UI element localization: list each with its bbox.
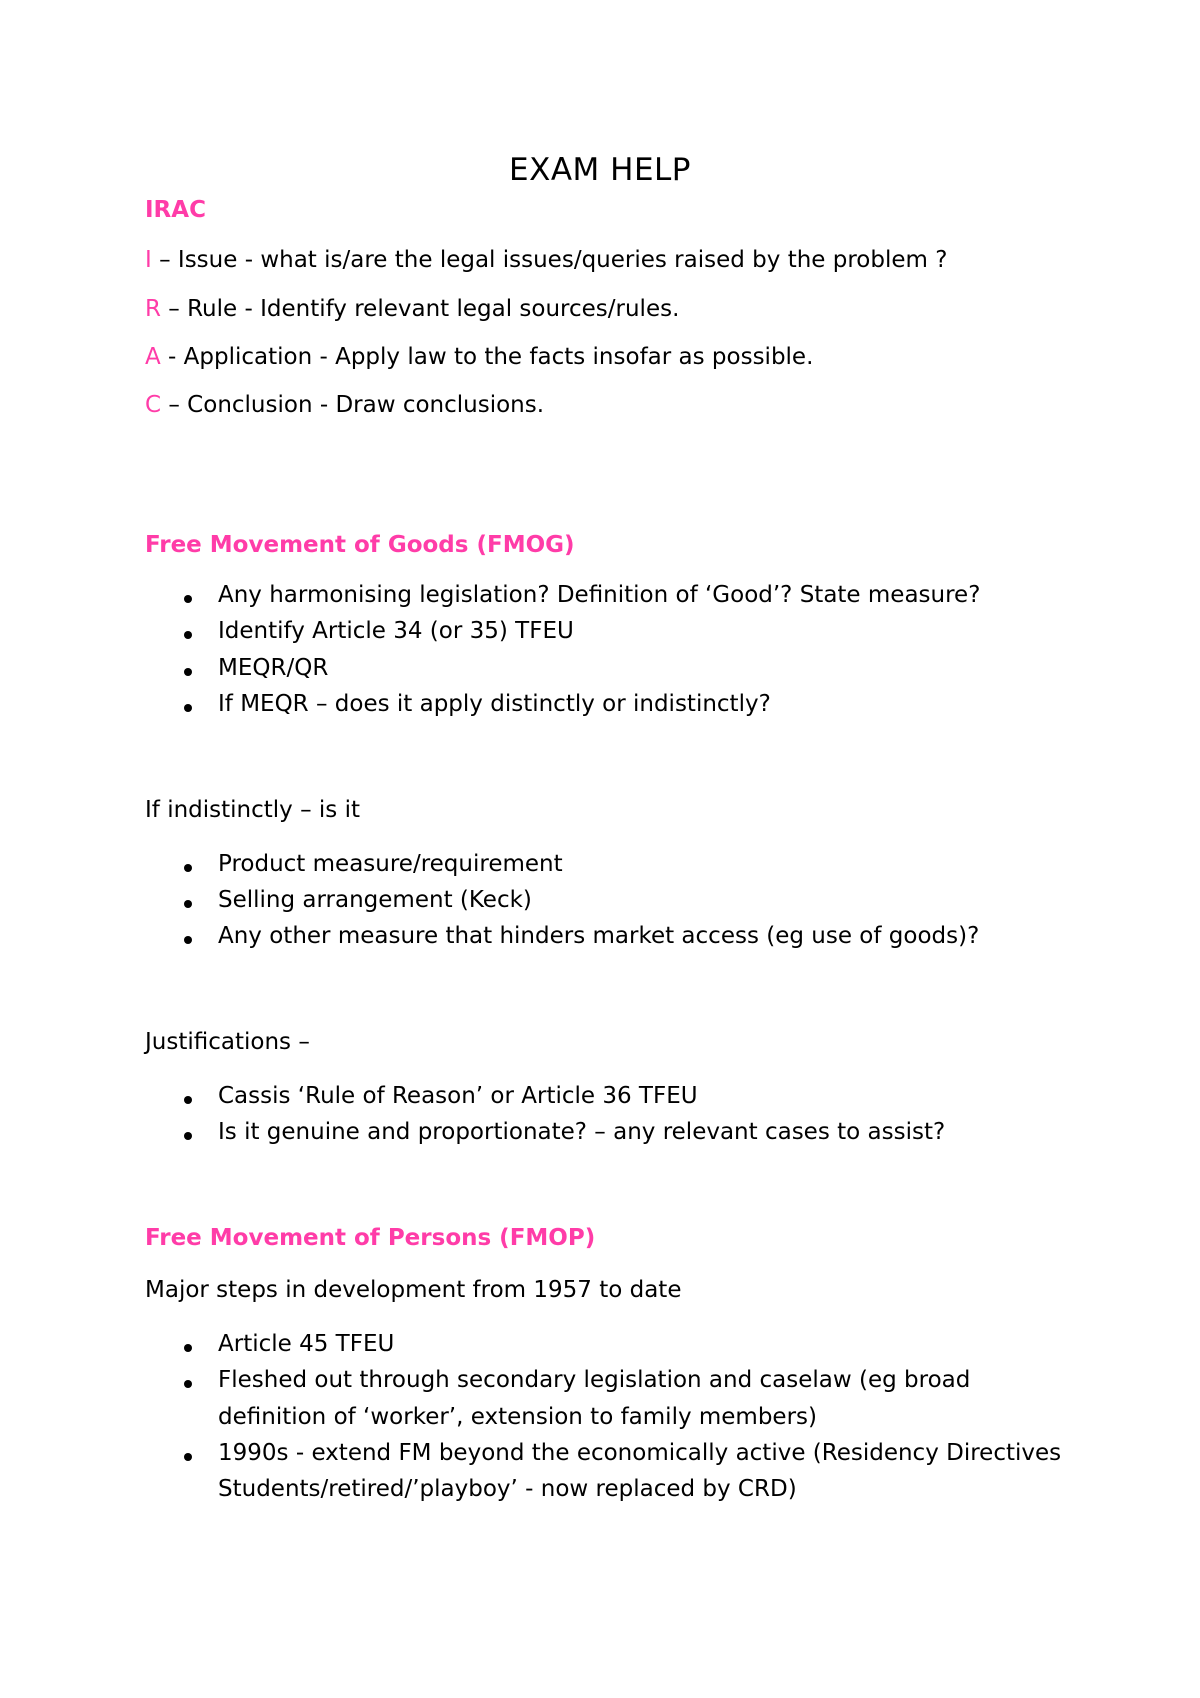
list-item (218, 1440, 1061, 1466)
irac-letter: R (145, 296, 161, 322)
list-item-text: Students/retired/’playboy’ - now replaced by CRD) (218, 1476, 797, 1502)
irac-text: – Conclusion - Draw conclusions. (161, 392, 545, 418)
bullet-icon (184, 1344, 192, 1352)
fmop-intro: Major steps in development from 1957 to date (145, 1277, 682, 1303)
list-item-text: Cassis ‘Rule of Reason’ or Article 36 TFEU (218, 1083, 698, 1109)
fmog-heading: Free Movement of Goods (FMOG) (145, 532, 575, 558)
bullet-icon (184, 1132, 192, 1140)
list-item (218, 691, 771, 717)
justifications-intro: Justifications – (145, 1029, 310, 1055)
fmop-heading: Free Movement of Persons (FMOP) (145, 1225, 596, 1251)
list-item-text: Product measure/requirement (218, 851, 563, 877)
list-item (218, 618, 574, 644)
list-item-text: Any harmonising legislation? Definition of ‘Good’? State measure? (218, 582, 981, 608)
list-item (218, 1367, 970, 1393)
list-item (218, 1119, 945, 1145)
list-item-text: Fleshed out through secondary legislation and caselaw (eg broad (218, 1367, 971, 1393)
list-item (218, 1331, 394, 1357)
list-item-continuation (218, 1404, 817, 1430)
irac-text: - Application - Apply law to the facts insofar as possible. (160, 344, 814, 370)
bullet-icon (184, 704, 192, 712)
bullet-icon (184, 631, 192, 639)
list-item-text: 1990s - extend FM beyond the economically active (Residency Directives (218, 1440, 1062, 1466)
list-item-continuation (218, 1476, 797, 1502)
list-item (218, 851, 563, 877)
bullet-icon (184, 900, 192, 908)
list-item-text: Any other measure that hinders market access (eg use of goods)? (218, 923, 980, 949)
irac-item-application (145, 344, 813, 370)
bullet-icon (184, 1453, 192, 1461)
irac-item-conclusion (145, 392, 544, 418)
bullet-icon (184, 1380, 192, 1388)
list-item (218, 1083, 698, 1109)
indistinct-intro: If indistinctly – is it (145, 797, 360, 823)
irac-letter: I (145, 247, 152, 273)
bullet-icon (184, 668, 192, 676)
irac-text: – Issue - what is/are the legal issues/queries raised by the problem ? (151, 247, 948, 273)
bullet-icon (184, 864, 192, 872)
list-item (218, 655, 328, 681)
bullet-icon (184, 1096, 192, 1104)
list-item-text: Selling arrangement (Keck) (218, 887, 532, 913)
irac-heading: IRAC (145, 197, 206, 223)
list-item-text: definition of ‘worker’, extension to family members) (218, 1404, 817, 1430)
list-item-text: Identify Article 34 (or 35) TFEU (218, 618, 574, 644)
list-item-text: Article 45 TFEU (218, 1331, 395, 1357)
irac-letter: C (145, 392, 162, 418)
irac-item-issue (145, 247, 947, 273)
list-item (218, 582, 980, 608)
list-item-text: MEQR/QR (218, 655, 329, 681)
list-item (218, 923, 979, 949)
list-item-text: If MEQR – does it apply distinctly or indistinctly? (218, 691, 771, 717)
list-item-text: Is it genuine and proportionate? – any relevant cases to assist? (218, 1119, 946, 1145)
irac-text: – Rule - Identify relevant legal sources/rules. (160, 296, 680, 322)
irac-item-rule (145, 296, 679, 322)
bullet-icon (184, 595, 192, 603)
page-title: EXAM HELP (509, 152, 691, 188)
irac-letter: A (145, 344, 161, 370)
bullet-icon (184, 936, 192, 944)
list-item (218, 887, 532, 913)
